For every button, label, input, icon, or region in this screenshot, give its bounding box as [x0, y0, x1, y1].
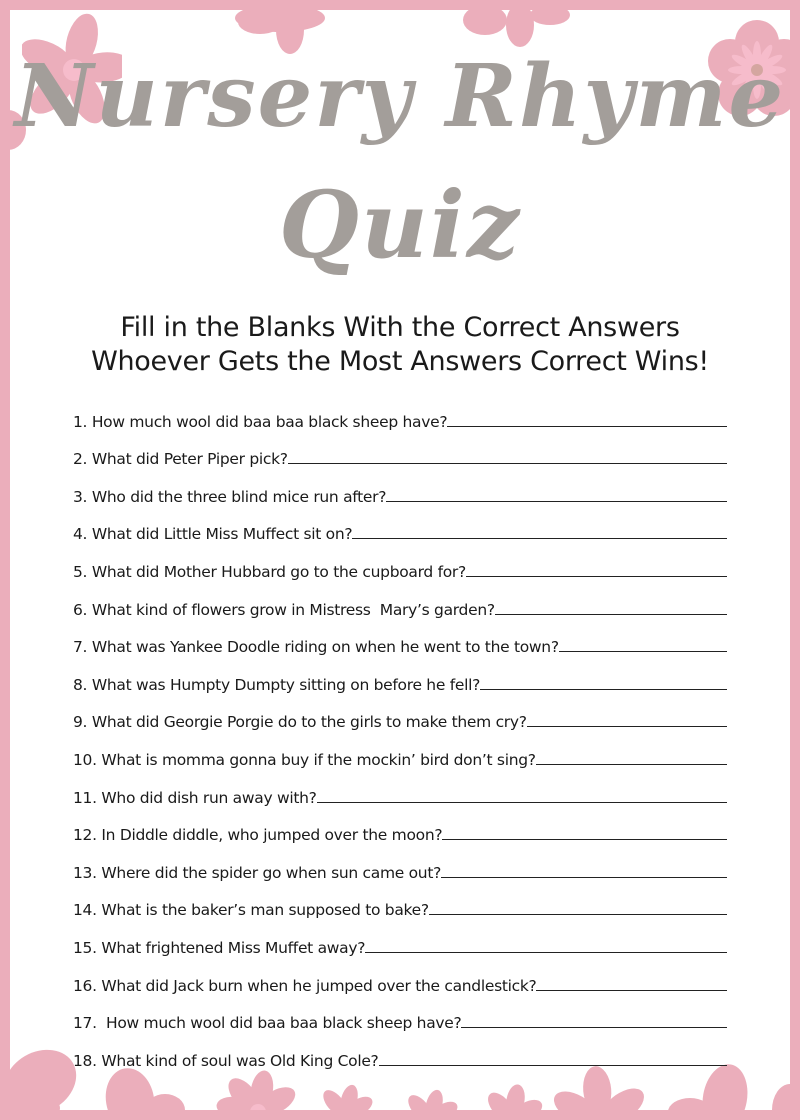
question-number: 6. [73, 600, 88, 619]
question-item [73, 543, 727, 581]
question-number: 14. [73, 901, 97, 920]
question-text: In Diddle diddle, who jumped over the moon? [96, 826, 443, 845]
title-line-1: Nursery Rhyme [14, 46, 786, 147]
question-item [73, 431, 727, 469]
question-text: What did Mother Hubbard go to the cupboard for? [87, 562, 466, 581]
answer-blank[interactable] [495, 613, 727, 615]
question-number: 18. [73, 1051, 97, 1070]
instructions-line-2: Whoever Gets the Most Answers Correct Wins! [91, 346, 709, 377]
question-text: What is momma gonna buy if the mockin’ bird don’t sing? [96, 750, 536, 769]
question-number: 1. [73, 412, 88, 431]
question-text: Who did dish run away with? [96, 788, 317, 807]
question-number: 13. [73, 863, 97, 882]
question-text: What did Little Miss Muffect sit on? [87, 525, 353, 544]
question-item [73, 619, 727, 657]
question-text: How much wool did baa baa black sheep have? [87, 412, 448, 431]
question-number: 17. [73, 1014, 97, 1033]
answer-blank[interactable] [441, 876, 727, 878]
answer-blank[interactable] [461, 1026, 727, 1028]
question-number: 10. [73, 750, 97, 769]
question-item [73, 694, 727, 732]
question-item [73, 581, 727, 619]
answer-blank[interactable] [536, 989, 727, 991]
question-number: 4. [73, 525, 88, 544]
question-text: What kind of soul was Old King Cole? [96, 1051, 379, 1070]
question-item [73, 882, 727, 920]
question-item [73, 731, 727, 769]
answer-blank[interactable] [480, 688, 727, 690]
question-item [73, 807, 727, 845]
question-text: What was Yankee Doodle riding on when he went to the town? [87, 638, 559, 657]
answer-blank[interactable] [536, 763, 727, 765]
question-item [73, 656, 727, 694]
answer-blank[interactable] [559, 650, 727, 652]
question-item [73, 769, 727, 807]
answer-blank[interactable] [288, 462, 727, 464]
question-number: 3. [73, 487, 88, 506]
title-line-2: Quiz [278, 171, 522, 279]
answer-blank[interactable] [429, 913, 727, 915]
question-item [73, 506, 727, 544]
answer-blank[interactable] [317, 801, 727, 803]
answer-blank[interactable] [386, 500, 727, 502]
question-number: 11. [73, 788, 97, 807]
question-number: 15. [73, 938, 97, 957]
question-item [73, 919, 727, 957]
answer-blank[interactable] [447, 425, 727, 427]
question-number: 7. [73, 638, 88, 657]
answer-blank[interactable] [352, 537, 727, 539]
answer-blank[interactable] [442, 838, 727, 840]
question-list [73, 393, 727, 1070]
answer-blank[interactable] [527, 725, 727, 727]
question-number: 5. [73, 562, 88, 581]
question-text: What did Peter Piper pick? [87, 450, 288, 469]
answer-blank[interactable] [379, 1064, 728, 1066]
question-text: What kind of flowers grow in Mistress Mary’s garden? [87, 600, 495, 619]
question-item [73, 1032, 727, 1070]
question-text: What frightened Miss Muffet away? [96, 938, 366, 957]
question-number: 9. [73, 713, 88, 732]
question-text: What did Georgie Porgie do to the girls to make them cry? [87, 713, 527, 732]
question-item [73, 957, 727, 995]
question-number: 2. [73, 450, 88, 469]
question-number: 16. [73, 976, 97, 995]
answer-blank[interactable] [365, 951, 727, 953]
question-item [73, 844, 727, 882]
question-text: What was Humpty Dumpty sitting on before he fell? [87, 675, 481, 694]
question-number: 12. [73, 826, 97, 845]
instructions-line-1: Fill in the Blanks With the Correct Answers [120, 312, 680, 343]
question-number: 8. [73, 675, 88, 694]
question-text: Where did the spider go when sun came out? [96, 863, 442, 882]
answer-blank[interactable] [466, 575, 727, 577]
question-text: What did Jack burn when he jumped over the candlestick? [96, 976, 537, 995]
question-item [73, 468, 727, 506]
question-text: How much wool did baa baa black sheep have? [96, 1014, 462, 1033]
question-item [73, 995, 727, 1033]
question-text: Who did the three blind mice run after? [87, 487, 387, 506]
question-text: What is the baker’s man supposed to bake? [96, 901, 429, 920]
question-item [73, 393, 727, 431]
